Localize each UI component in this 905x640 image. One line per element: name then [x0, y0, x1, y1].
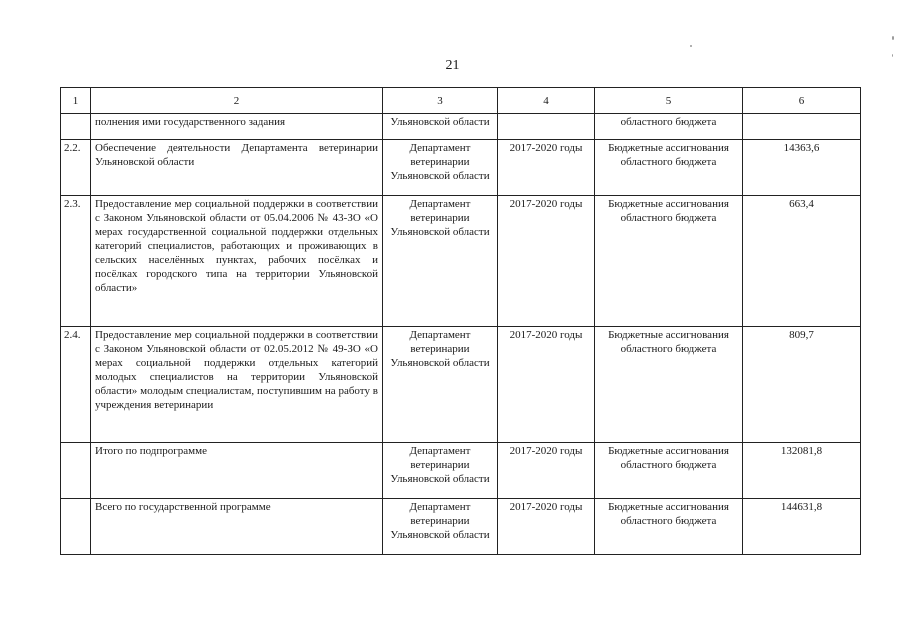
header-col-4: 4 — [498, 88, 595, 114]
row-funding-source: областного бюджета — [595, 114, 743, 140]
row-number — [61, 443, 91, 499]
program-table — [60, 87, 861, 555]
row-executor: Ульяновской области — [383, 114, 498, 140]
row-period: 2017-2020 годы — [498, 196, 595, 327]
row-period — [498, 114, 595, 140]
row-funding-source: Бюджетные ассигнования областного бюджета — [595, 140, 743, 196]
row-description: Итого по подпрограмме — [91, 443, 383, 499]
row-executor: Департамент ветеринарии Ульяновской области — [383, 443, 498, 499]
row-number — [61, 499, 91, 555]
header-col-5: 5 — [595, 88, 743, 114]
header-col-2: 2 — [91, 88, 383, 114]
header-row — [61, 88, 861, 114]
row-amount: 663,4 — [743, 196, 861, 327]
row-description: Предоставление мер социальной поддержки в соответствии с Законом Ульяновской области от 02.05.2012 № 49-ЗО «О мерах социальной поддержки отдельных категорий молодых специалистов на территории Ульяновской области» молодым специалистам, поступившим на работу в учреждения ветеринарии — [91, 327, 383, 443]
row-amount: 809,7 — [743, 327, 861, 443]
row-description: Предоставление мер социальной поддержки в соответствии с Законом Ульяновской области от 05.04.2006 № 43-ЗО «О мерах государственной социальной поддержки отдельных категорий специалистов, работающих и проживающих в сельских населённых пунктах, рабочих посёлках и посёлках городского типа на территории Ульяновской области» — [91, 196, 383, 327]
row-amount: 132081,8 — [743, 443, 861, 499]
row-funding-source: Бюджетные ассигнования областного бюджета — [595, 443, 743, 499]
row-description: полнения ими государственного задания — [91, 114, 383, 140]
scan-speck — [690, 45, 692, 47]
row-funding-source: Бюджетные ассигнования областного бюджета — [595, 196, 743, 327]
table-row-2-4 — [61, 327, 861, 443]
row-executor: Департамент ветеринарии Ульяновской области — [383, 499, 498, 555]
scan-speck — [892, 54, 893, 57]
row-period: 2017-2020 годы — [498, 499, 595, 555]
row-amount: 144631,8 — [743, 499, 861, 555]
row-description: Всего по государственной программе — [91, 499, 383, 555]
row-funding-source: Бюджетные ассигнования областного бюджета — [595, 499, 743, 555]
row-description: Обеспечение деятельности Департамента ветеринарии Ульяновской области — [91, 140, 383, 196]
row-executor: Департамент ветеринарии Ульяновской области — [383, 327, 498, 443]
row-funding-source: Бюджетные ассигнования областного бюджета — [595, 327, 743, 443]
table-row-continuation — [61, 114, 861, 140]
row-amount: 14363,6 — [743, 140, 861, 196]
row-amount — [743, 114, 861, 140]
row-executor: Департамент ветеринарии Ульяновской области — [383, 196, 498, 327]
header-col-3: 3 — [383, 88, 498, 114]
header-col-1: 1 — [61, 88, 91, 114]
page-number: 21 — [445, 58, 460, 73]
row-number: 2.4. — [61, 327, 91, 443]
header-col-6: 6 — [743, 88, 861, 114]
row-number: 2.3. — [61, 196, 91, 327]
table-row-2-3 — [61, 196, 861, 327]
row-period: 2017-2020 годы — [498, 140, 595, 196]
scan-speck — [892, 36, 894, 40]
table-row-2-2 — [61, 140, 861, 196]
table-row-subprogram-total — [61, 443, 861, 499]
row-executor: Департамент ветеринарии Ульяновской области — [383, 140, 498, 196]
row-number — [61, 114, 91, 140]
table-row-program-total — [61, 499, 861, 555]
row-number: 2.2. — [61, 140, 91, 196]
row-period: 2017-2020 годы — [498, 327, 595, 443]
row-period: 2017-2020 годы — [498, 443, 595, 499]
